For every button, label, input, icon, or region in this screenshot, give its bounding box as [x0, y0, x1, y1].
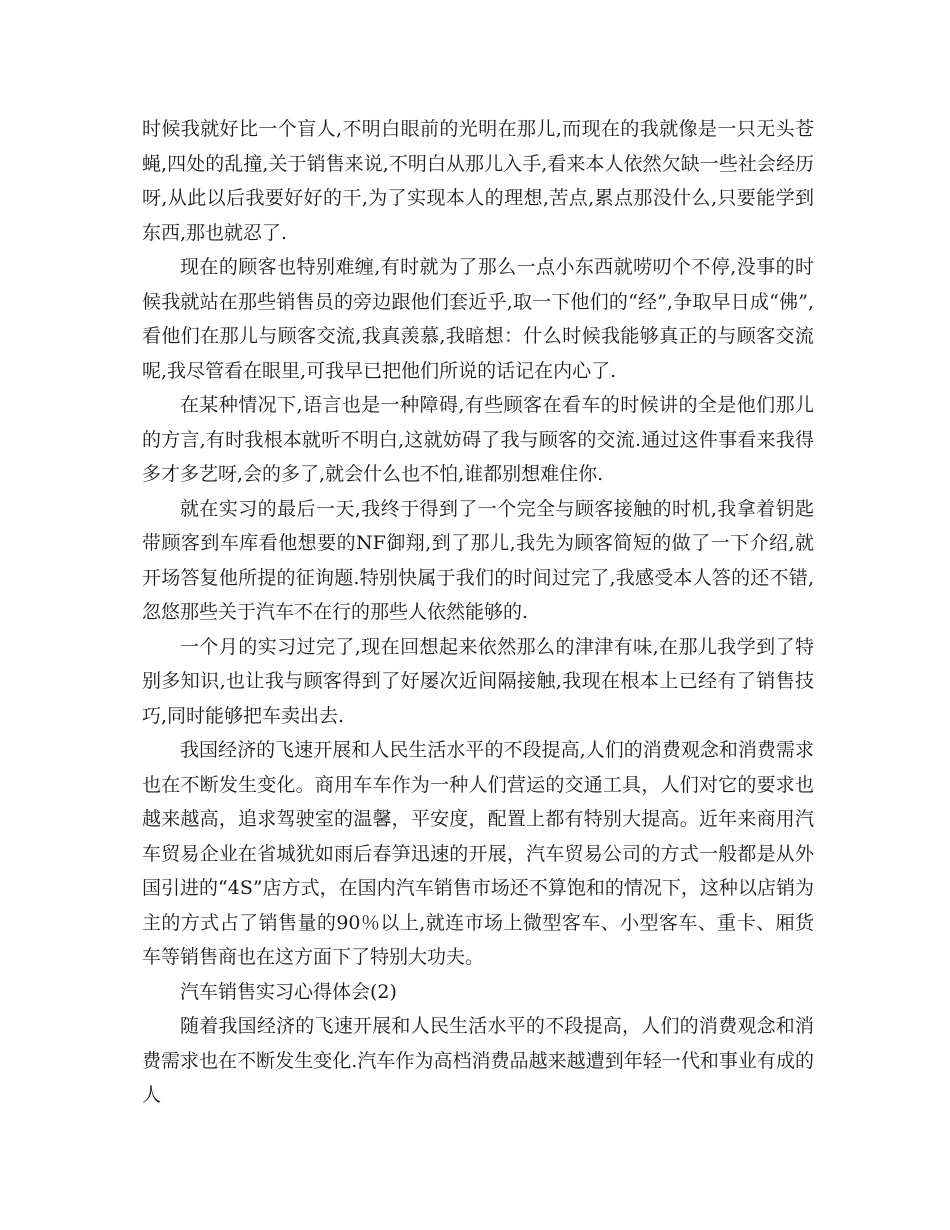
paragraph-1: 时候我就好比一个盲人,不明白眼前的光明在那儿,而现在的我就像是一只无头苍蝇,四处的乱撞,关于销售来说,不明白从那儿入手,看来本人依然欠缺一些社会经历呀,从此以后我要好好的干,为了实现本人的理想,苦点,累点那没什么,只要能学到东西,那也就忍了. — [142, 118, 814, 244]
paragraph-6: 我国经济的飞速开展和人民生活水平的不段提高,人们的消费观念和消费需求也在不断发生变化。商用车车作为一种人们营运的交通工具，人们对它的要求也越来越高，追求驾驶室的温馨，平安度，配置上都有特别大提高。近年来商用汽车贸易企业在省城犹如雨后春笋迅速的开展，汽车贸易公司的方式一般都是从外国引进的“4S”店方式，在国内汽车销售市场还不算饱和的情况下，这种以店销为主的方式占了销售量的90％以上,就连市场上微型客车、小型客车、重卡、厢货车等销售商也在这方面下了特别大功夫。 — [142, 739, 814, 968]
document-body — [142, 112, 814, 1113]
paragraph-5: 一个月的实习过完了,现在回想起来依然那么的津津有味,在那儿我学到了特别多知识,也让我与顾客得到了好屡次近间隔接触,我现在根本上已经有了销售技巧,同时能够把车卖出去. — [142, 635, 814, 727]
paragraph-2: 现在的顾客也特别难缠,有时就为了那么一点小东西就唠叨个不停,没事的时候我就站在那些销售员的旁边跟他们套近乎,取一下他们的“经”,争取早日成“佛”,看他们在那儿与顾客交流,我真羡慕,我暗想：什么时候我能够真正的与顾客交流呢,我尽管看在眼里,可我早已把他们所说的话记在内心了. — [142, 256, 814, 382]
paragraph-7: 随着我国经济的飞速开展和人民生活水平的不段提高，人们的消费观念和消费需求也在不断发生变化.汽车作为高档消费品越来越遭到年轻一代和事业有成的人 — [142, 1015, 814, 1106]
section-heading: 汽车销售实习心得体会(2) — [180, 980, 397, 1003]
paragraph-3: 在某种情况下,语言也是一种障碍,有些顾客在看车的时候讲的全是他们那儿的方言,有时我根本就听不明白,这就妨碍了我与顾客的交流.通过这件事看来我得多才多艺呀,会的多了,就会什么也不怕,谁都别想难住你. — [142, 394, 814, 485]
paragraph-4: 就在实习的最后一天,我终于得到了一个完全与顾客接触的时机,我拿着钥匙带顾客到车库看他想要的NF御翔,到了那儿,我先为顾客简短的做了一下介绍,就开场答复他所提的征询题.特别快属于我们的时间过完了,我感受本人答的还不错,忽悠那些关于汽车不在行的那些人依然能够的. — [142, 497, 814, 623]
